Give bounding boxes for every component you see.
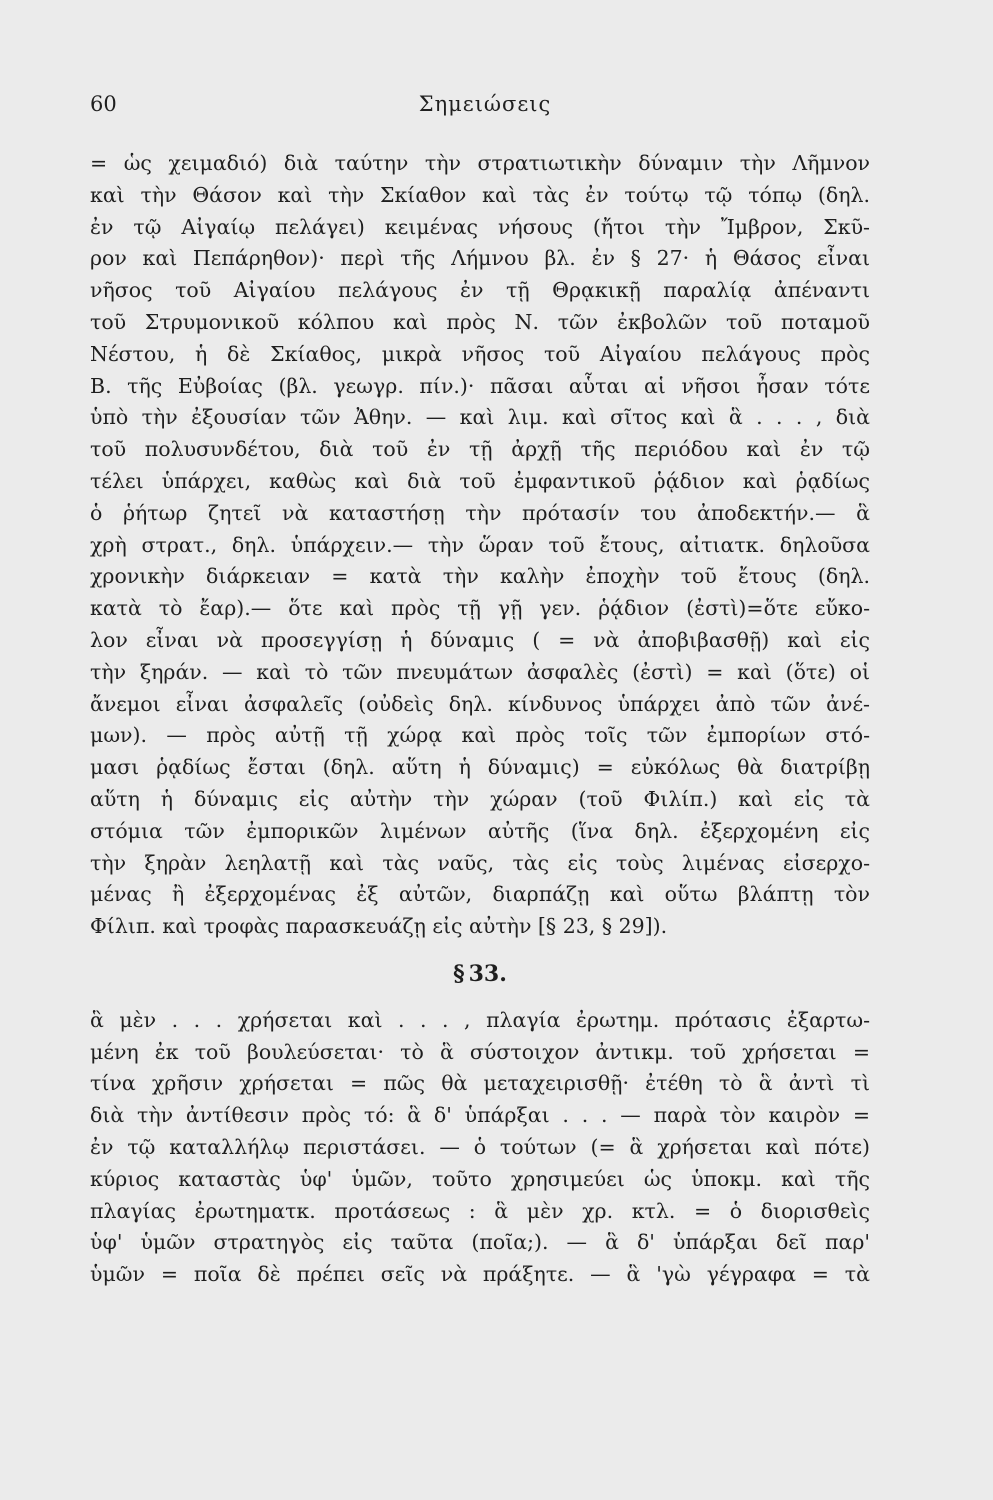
notes-body [90,148,870,1291]
commentary-paragraph [90,148,870,943]
text-line: ἄνεμοι εἶναι ἀσφαλεῖς (οὐδεὶς δηλ. κίνδυνος ὑπάρχει ἀπὸ τῶν ἀνέ- [90,691,870,716]
text-line: τίνα χρῆσιν χρήσεται = πῶς θὰ μεταχειρισθῇ· ἐτέθη τὸ ἃ ἀντὶ τὶ [90,1071,870,1096]
text-line: Νέστου, ἡ δὲ Σκίαθος, μικρὰ νῆσος τοῦ Αἰγαίου πελάγους πρὸς [90,341,870,366]
text-line: καὶ τὴν Θάσον καὶ τὴν Σκίαθον καὶ τὰς ἐν τούτῳ τῷ τόπῳ (δηλ. [90,182,870,207]
text-line: χρονικὴν διάρκειαν = κατὰ τὴν καλὴν ἐποχὴν τοῦ ἔτους (δηλ. [90,564,870,589]
page-number: 60 [90,92,117,116]
text-line: τοῦ πολυσυνδέτου, διὰ τοῦ ἐν τῇ ἀρχῇ τῆς περιόδου καὶ ἐν τῷ [90,437,870,462]
text-line: = ὡς χειμαδιό) διὰ ταύτην τὴν στρατιωτικὴν δύναμιν τὴν Λῆμνον [90,151,870,175]
text-line: μασι ῥᾳδίως ἔσται (δηλ. αὕτη ἡ δύναμις) = εὐκόλως θὰ διατρίβῃ [90,755,870,780]
text-line: κύριος καταστὰς ὑφ' ὑμῶν, τοῦτο χρησιμεύει ὡς ὑποκμ. καὶ τῆς [90,1166,870,1191]
text-line: χρὴ στρατ., δηλ. ὑπάρχειν.— τὴν ὥραν τοῦ ἔτους, αἰτιατκ. δηλοῦσα [90,532,870,557]
text-line: μένη ἐκ τοῦ βουλεύσεται· τὸ ἃ σύστοιχον ἀντικμ. τοῦ χρήσεται = [90,1039,870,1064]
text-line: Β. τῆς Εὐβοίας (βλ. γεωγρ. πίν.)· πᾶσαι αὗται αἱ νῆσοι ἦσαν τότε [90,373,870,398]
text-line: κατὰ τὸ ἔαρ).— ὅτε καὶ πρὸς τῇ γῇ γεν. ῥᾴδιον (ἐστὶ)=ὅτε εὔκο- [90,596,870,621]
section-heading [90,959,870,991]
text-line: ὑφ' ὑμῶν στρατηγὸς εἰς ταῦτα (ποῖα;). — ἃ δ' ὑπάρξαι δεῖ παρ' [90,1230,870,1255]
text-line: ἐν τῷ καταλλήλῳ περιστάσει. — ὁ τούτων (= ἃ χρήσεται καὶ πότε) [90,1134,870,1159]
text-line: ἃ μὲν . . . χρήσεται καὶ . . . , πλαγία ἐρωτημ. πρότασις ἐξαρτω- [90,1007,870,1032]
text-line: ὑμῶν = ποῖα δὲ πρέπει σεῖς νὰ πράξητε. — ἃ 'γὼ γέγραφα = τὰ [90,1262,870,1287]
text-line: τοῦ Στρυμονικοῦ κόλπου καὶ πρὸς Ν. τῶν ἐκβολῶν τοῦ ποταμοῦ [90,309,870,334]
text-line: πλαγίας ἐρωτηματκ. προτάσεως : ἃ μὲν χρ. κτλ. = ὁ διορισθεὶς [90,1198,870,1223]
page-header [90,92,880,122]
text-line: ἐν τῷ Αἰγαίῳ πελάγει) κειμένας νήσους (ἤτοι τὴν Ἴμβρον, Σκῦ- [90,214,870,239]
running-title: Σημειώσεις [418,92,552,116]
text-line: ὑπὸ τὴν ἐξουσίαν τῶν Ἀθην. — καὶ λιμ. καὶ σῖτος καὶ ἃ . . . , διὰ [90,405,870,430]
text-line: ρον καὶ Πεπάρηθον)· περὶ τῆς Λήμνου βλ. ἐν § 27· ἡ Θάσος εἶναι [90,246,870,271]
text-line: λον εἶναι νὰ προσεγγίσῃ ἡ δύναμις ( = νὰ ἀποβιβασθῇ) καὶ εἰς [90,627,870,652]
section-symbol: § [453,960,465,987]
text-line: ὁ ῥήτωρ ζητεῖ νὰ καταστήσῃ τὴν πρότασίν του ἀποδεκτήν.— ἃ [90,500,870,525]
text-line: στόμια τῶν ἐμπορικῶν λιμένων αὐτῆς (ἵνα δηλ. ἐξερχομένη εἰς [90,818,870,843]
text-line: αὕτη ἡ δύναμις εἰς αὐτὴν τὴν χώραν (τοῦ Φιλίπ.) καὶ εἰς τὰ [90,786,870,811]
text-line: τὴν ξηράν. — καὶ τὸ τῶν πνευμάτων ἀσφαλὲς (ἐστὶ) = καὶ (ὅτε) οἱ [90,659,870,684]
text-line: τὴν ξηρὰν λεηλατῇ καὶ τὰς ναῦς, τὰς εἰς τοὺς λιμένας εἰσερχο- [90,850,870,875]
text-line: μένας ἢ ἐξερχομένας ἐξ αὐτῶν, διαρπάζῃ καὶ οὕτω βλάπτῃ τὸν [90,882,870,907]
text-line: Φίλιπ. καὶ τροφὰς παρασκευάζῃ εἰς αὐτὴν [§ 23, § 29]). [90,914,668,939]
commentary-paragraph [90,1005,870,1291]
section-number: 33. [468,960,507,987]
text-line: νῆσος τοῦ Αἰγαίου πελάγους ἐν τῇ Θρᾳκικῇ παραλίᾳ ἀπέναντι [90,278,870,303]
text-line: τέλει ὑπάρχει, καθὼς καὶ διὰ τοῦ ἐμφαντικοῦ ῥᾴδιον καὶ ῥᾳδίως [90,468,870,493]
text-line: διὰ τὴν ἀντίθεσιν πρὸς τό: ἃ δ' ὑπάρξαι . . . — παρὰ τὸν καιρὸν = [90,1103,870,1128]
text-line: μων). — πρὸς αὐτῇ τῇ χώρᾳ καὶ πρὸς τοῖς τῶν ἐμπορίων στό- [90,723,870,748]
